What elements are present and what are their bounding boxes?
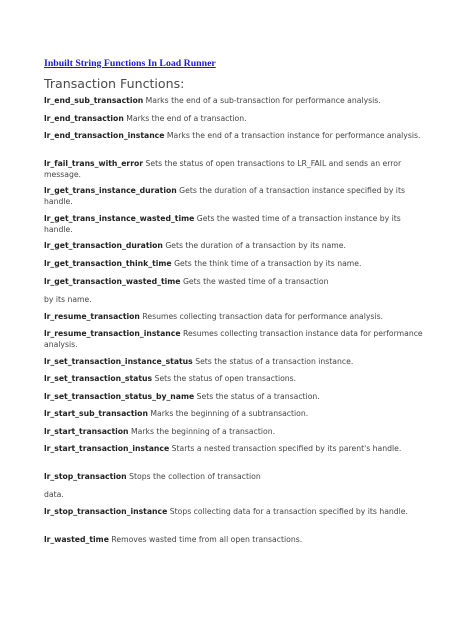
- function-description: Marks the beginning of a transaction.: [130, 427, 276, 436]
- function-entry: [44, 159, 424, 181]
- function-description: Gets the duration of a transaction instance specified by its handle.: [44, 186, 405, 206]
- function-description: Marks the end of a transaction instance for performance analysis.: [166, 131, 421, 140]
- function-description: Marks the end of a transaction.: [126, 114, 247, 123]
- function-description: Sets the status of open transactions.: [154, 374, 297, 383]
- function-description: Stops the collection of transaction: [129, 472, 261, 481]
- function-entry: [44, 114, 424, 125]
- function-description: Gets the wasted time of a transaction: [182, 277, 329, 286]
- function-description: Gets the duration of a transaction by its name.: [165, 241, 346, 250]
- function-entry: [44, 507, 424, 518]
- function-name: lr_stop_transaction: [44, 472, 127, 481]
- function-description: Stops collecting data for a transaction specified by its handle.: [169, 507, 408, 516]
- function-description: Marks the end of a sub-transaction for performance analysis.: [145, 96, 381, 105]
- function-name: lr_end_sub_transaction: [44, 96, 144, 105]
- function-name: lr_start_transaction: [44, 427, 129, 436]
- function-entry: [44, 392, 424, 403]
- function-name: lr_get_transaction_duration: [44, 241, 163, 250]
- function-entry: [44, 472, 424, 483]
- function-name: lr_start_sub_transaction: [44, 409, 148, 418]
- function-entry: [44, 186, 424, 208]
- function-entry: [44, 214, 424, 236]
- function-description: Sets the status of open transactions to LR_FAIL and sends an error message.: [44, 159, 402, 179]
- function-entry: [44, 357, 424, 368]
- function-name: lr_end_transaction_instance: [44, 131, 165, 140]
- function-entry: [44, 277, 424, 288]
- function-entry: [44, 131, 424, 142]
- function-name: lr_end_transaction: [44, 114, 124, 123]
- function-entry: [44, 329, 424, 351]
- function-name: lr_get_transaction_think_time: [44, 259, 172, 268]
- function-description: Gets the think time of a transaction by its name.: [174, 259, 362, 268]
- function-description: Gets the wasted time of a transaction instance by its handle.: [44, 214, 401, 234]
- function-name: lr_get_trans_instance_wasted_time: [44, 214, 195, 223]
- function-name: lr_get_trans_instance_duration: [44, 186, 177, 195]
- function-description: Resumes collecting transaction data for performance analysis.: [142, 312, 384, 321]
- function-description: data.: [44, 490, 64, 499]
- function-name: lr_stop_transaction_instance: [44, 507, 168, 516]
- function-name: lr_resume_transaction: [44, 312, 140, 321]
- function-entry: [44, 427, 424, 438]
- function-name: lr_fail_trans_with_error: [44, 159, 144, 168]
- function-entry: [44, 96, 424, 107]
- function-entry-continuation: [44, 490, 424, 501]
- function-name: lr_set_transaction_status: [44, 374, 153, 383]
- function-entry: [44, 374, 424, 385]
- function-entry: [44, 259, 424, 270]
- function-name: lr_set_transaction_status_by_name: [44, 392, 195, 401]
- function-description: by its name.: [44, 295, 92, 304]
- function-entry: [44, 409, 424, 420]
- function-name: lr_set_transaction_instance_status: [44, 357, 193, 366]
- function-entry-continuation: [44, 295, 424, 306]
- function-entry: [44, 241, 424, 252]
- function-description: Marks the beginning of a subtransaction.: [150, 409, 309, 418]
- function-name: lr_wasted_time: [44, 535, 109, 544]
- function-description: Starts a nested transaction specified by its parent's handle.: [171, 444, 402, 453]
- section-heading: Transaction Functions:: [44, 76, 185, 91]
- function-entry: [44, 535, 424, 546]
- function-name: lr_resume_transaction_instance: [44, 329, 181, 338]
- function-entry: [44, 444, 424, 455]
- function-name: lr_start_transaction_instance: [44, 444, 170, 453]
- function-description: Sets the status of a transaction instance.: [195, 357, 354, 366]
- function-description: Removes wasted time from all open transactions.: [111, 535, 303, 544]
- function-name: lr_get_transaction_wasted_time: [44, 277, 181, 286]
- function-entry: [44, 312, 424, 323]
- function-description: Sets the status of a transaction.: [196, 392, 320, 401]
- function-description: Resumes collecting transaction instance data for performance analysis.: [44, 329, 423, 349]
- document-title-link[interactable]: Inbuilt String Functions In Load Runner: [44, 58, 216, 69]
